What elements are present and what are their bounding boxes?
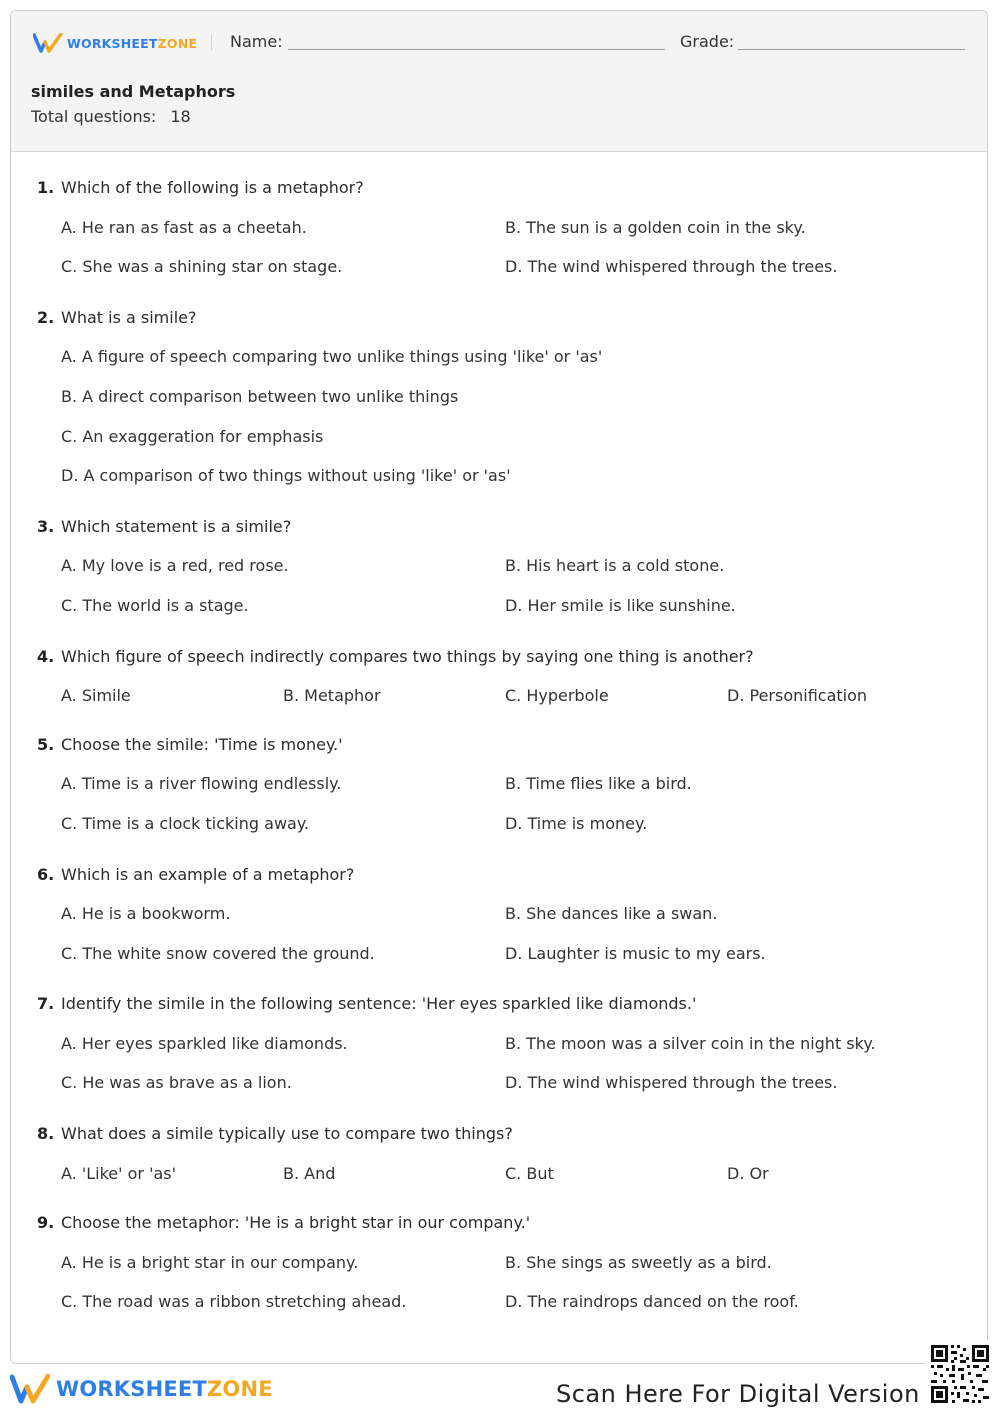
option-a[interactable]: A. Her eyes sparkled like diamonds. bbox=[61, 1034, 348, 1053]
option-b[interactable]: B. She sings as sweetly as a bird. bbox=[505, 1253, 772, 1272]
question-number: 4. bbox=[37, 647, 55, 666]
option-d[interactable]: D. Personification bbox=[727, 686, 868, 705]
page-footer bbox=[0, 1364, 1000, 1414]
option-d[interactable]: D. Or bbox=[727, 1164, 769, 1183]
option-b[interactable]: B. A direct comparison between two unlike things bbox=[61, 387, 459, 406]
option-d[interactable]: D. A comparison of two things without using 'like' or 'as' bbox=[61, 466, 511, 485]
option-d[interactable]: D. Laughter is music to my ears. bbox=[505, 944, 766, 963]
question-text: Choose the metaphor: 'He is a bright star in our company.' bbox=[61, 1213, 531, 1232]
option-a[interactable]: A. He is a bright star in our company. bbox=[61, 1253, 359, 1272]
option-d[interactable]: D. The raindrops danced on the roof. bbox=[505, 1292, 799, 1311]
question-text: Choose the simile: 'Time is money.' bbox=[61, 735, 343, 754]
option-a[interactable]: A. Time is a river flowing endlessly. bbox=[61, 774, 342, 793]
question-number: 3. bbox=[37, 517, 55, 536]
option-c[interactable]: C. She was a shining star on stage. bbox=[61, 257, 343, 276]
option-c[interactable]: C. He was as brave as a lion. bbox=[61, 1073, 292, 1092]
question-number: 5. bbox=[37, 735, 55, 754]
question-text: Identify the simile in the following sentence: 'Her eyes sparkled like diamonds.' bbox=[61, 994, 697, 1013]
total-questions-label: Total questions: bbox=[31, 107, 157, 126]
option-b[interactable]: B. Time flies like a bird. bbox=[505, 774, 692, 793]
worksheet-title: similes and Metaphors bbox=[31, 82, 236, 101]
option-b[interactable]: B. And bbox=[283, 1164, 336, 1183]
question-number: 8. bbox=[37, 1124, 55, 1143]
grade-label: Grade: bbox=[680, 32, 735, 51]
grade-field[interactable] bbox=[738, 49, 965, 50]
option-a[interactable]: A. Simile bbox=[61, 686, 131, 705]
option-a[interactable]: A. A figure of speech comparing two unlike things using 'like' or 'as' bbox=[61, 347, 603, 366]
question-number: 7. bbox=[37, 994, 55, 1013]
total-questions-value: 18 bbox=[170, 107, 191, 126]
option-d[interactable]: D. The wind whispered through the trees. bbox=[505, 1073, 838, 1092]
question-number: 1. bbox=[37, 178, 55, 197]
question-number: 6. bbox=[37, 865, 55, 884]
footer-brand-wordmark: WORKSHEETZONE bbox=[56, 1377, 273, 1401]
option-c[interactable]: C. An exaggeration for emphasis bbox=[61, 427, 324, 446]
option-b[interactable]: B. The moon was a silver coin in the night sky. bbox=[505, 1034, 876, 1053]
total-questions bbox=[31, 107, 191, 126]
name-field[interactable] bbox=[288, 49, 665, 50]
question-text: What is a simile? bbox=[61, 308, 197, 327]
option-d[interactable]: D. Time is money. bbox=[505, 814, 648, 833]
logo-w-icon bbox=[10, 1374, 50, 1404]
qr-code-icon[interactable] bbox=[926, 1340, 994, 1408]
logo-w-icon bbox=[33, 33, 63, 53]
option-d[interactable]: D. The wind whispered through the trees. bbox=[505, 257, 838, 276]
option-b[interactable]: B. The sun is a golden coin in the sky. bbox=[505, 218, 806, 237]
question-number: 9. bbox=[37, 1213, 55, 1232]
option-c[interactable]: C. Hyperbole bbox=[505, 686, 609, 705]
brand-logo bbox=[33, 33, 197, 53]
option-c[interactable]: C. Time is a clock ticking away. bbox=[61, 814, 310, 833]
option-b[interactable]: B. His heart is a cold stone. bbox=[505, 556, 725, 575]
option-b[interactable]: B. She dances like a swan. bbox=[505, 904, 718, 923]
option-c[interactable]: C. The road was a ribbon stretching ahead. bbox=[61, 1292, 407, 1311]
brand-wordmark: WORKSHEETZONE bbox=[67, 35, 198, 51]
option-c[interactable]: C. The world is a stage. bbox=[61, 596, 249, 615]
option-a[interactable]: A. He is a bookworm. bbox=[61, 904, 231, 923]
question-text: Which of the following is a metaphor? bbox=[61, 178, 364, 197]
option-c[interactable]: C. The white snow covered the ground. bbox=[61, 944, 375, 963]
footer-brand-logo bbox=[10, 1374, 273, 1404]
option-a[interactable]: A. 'Like' or 'as' bbox=[61, 1164, 177, 1183]
option-c[interactable]: C. But bbox=[505, 1164, 554, 1183]
worksheet-header bbox=[11, 11, 987, 152]
question-number: 2. bbox=[37, 308, 55, 327]
question-text: What does a simile typically use to compare two things? bbox=[61, 1124, 513, 1143]
scan-instruction: Scan Here For Digital Version bbox=[556, 1380, 920, 1408]
option-a[interactable]: A. He ran as fast as a cheetah. bbox=[61, 218, 307, 237]
question-text: Which statement is a simile? bbox=[61, 517, 292, 536]
worksheet-sheet bbox=[10, 10, 988, 1364]
question-text: Which figure of speech indirectly compares two things by saying one thing is another? bbox=[61, 647, 754, 666]
name-label: Name: bbox=[230, 32, 283, 51]
question-text: Which is an example of a metaphor? bbox=[61, 865, 355, 884]
option-a[interactable]: A. My love is a red, red rose. bbox=[61, 556, 289, 575]
option-b[interactable]: B. Metaphor bbox=[283, 686, 381, 705]
header-divider bbox=[211, 35, 212, 51]
option-d[interactable]: D. Her smile is like sunshine. bbox=[505, 596, 736, 615]
